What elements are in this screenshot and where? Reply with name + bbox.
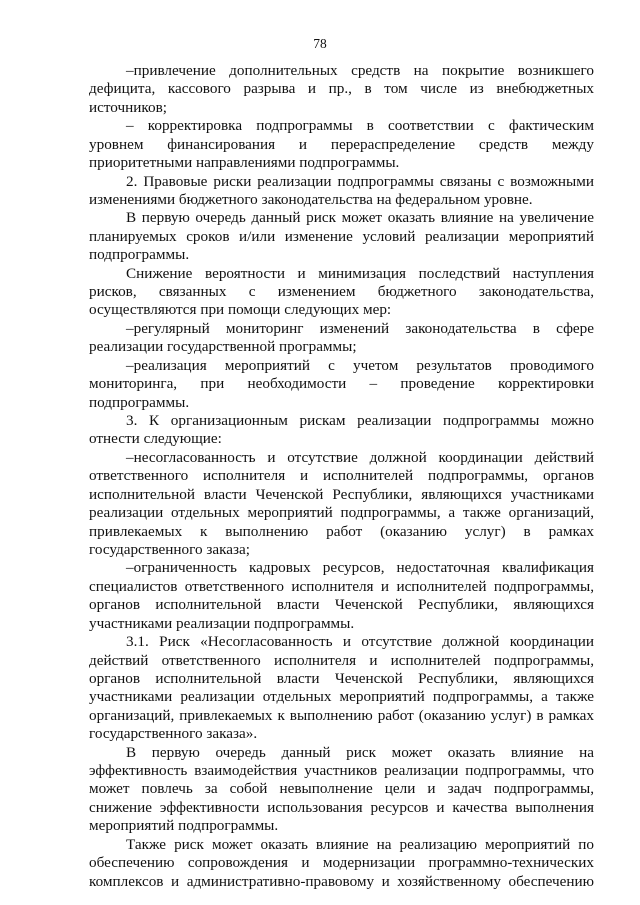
text-line: ответственного исполнителя и исполнителей подпрограммы, органов (89, 467, 594, 485)
text-line: привлекаемых к выполнению работ (оказанию услуг) в рамках (89, 522, 594, 540)
text-line: – корректировка подпрограммы в соответствии с фактическим (126, 117, 594, 135)
text-line: планируемых сроков и/или изменение условий реализации мероприятий (89, 227, 594, 245)
text-line: –ограниченность кадровых ресурсов, недостаточная квалификация (126, 559, 594, 577)
text-line: рисков, связанных с изменением бюджетного законодательства, (89, 283, 594, 301)
text-line: может повлечь за собой невыполнение цели и задач подпрограммы, (89, 780, 594, 798)
text-line: 3.1. Риск «Несогласованность и отсутствие должной координации (126, 633, 594, 651)
text-line: организаций, привлекаемых к выполнению работ (оказанию услуг) в рамках (89, 706, 594, 724)
text-line: исполнительной власти Чеченской Республики, являющихся участниками (89, 485, 594, 503)
text-line: –регулярный мониторинг изменений законодательства в сфере (126, 319, 594, 337)
text-line: –несогласованность и отсутствие должной координации действий (126, 448, 594, 466)
text-line: эффективность взаимодействия участников реализации подпрограммы, что (89, 762, 594, 780)
text-line: комплексов и административно-правовому и хозяйственному обеспечению (89, 872, 594, 890)
text-line: органов исполнительной власти Чеченской Республики, являющихся (89, 596, 594, 614)
text-line: 3. К организационным рискам реализации подпрограммы можно (126, 412, 594, 430)
text-line: специалистов ответственного исполнителя и исполнителей подпрограммы, (89, 577, 594, 595)
text-line: реализации государственной программы; (89, 338, 357, 356)
text-line: Снижение вероятности и минимизация последствий наступления (126, 264, 594, 282)
text-line: дефицита, кассового разрыва и пр., в том числе из внебюджетных (89, 80, 594, 98)
text-line: реализации отдельных мероприятий подпрограммы, а также организаций, (89, 504, 594, 522)
text-line: действий ответственного исполнителя и исполнителей подпрограммы, (89, 651, 594, 669)
text-line: В первую очередь данный риск может оказать влияние на увеличение (126, 209, 594, 227)
text-line: отнести следующие: (89, 430, 222, 448)
text-line: осуществляются при помощи следующих мер: (89, 301, 392, 319)
text-line: снижение эффективности использования ресурсов и качества выполнения (89, 798, 594, 816)
text-line: приоритетными направлениями подпрограммы. (89, 154, 400, 172)
text-line: 2. Правовые риски реализации подпрограммы связаны с возможными (126, 172, 594, 190)
text-line: –привлечение дополнительных средств на покрытие возникшего (126, 62, 594, 79)
text-line: источников; (89, 98, 167, 116)
text-line: изменениями бюджетного законодательства на федеральном уровне. (89, 190, 533, 208)
text-line: государственного заказа; (89, 540, 250, 558)
text-line: участниками реализации отдельных мероприятий подпрограммы, а также (89, 688, 594, 706)
text-line: Также риск может оказать влияние на реализацию мероприятий по (126, 835, 594, 853)
page-number: 78 (313, 36, 327, 51)
text-line: подпрограммы. (89, 393, 190, 411)
text-line: –реализация мероприятий с учетом результатов проводимого (126, 356, 594, 374)
text-line: В первую очередь данный риск может оказать влияние на (126, 743, 594, 761)
text-line: органов исполнительной власти Чеченской Республики, являющихся (89, 669, 594, 687)
text-line: мониторинга, при необходимости – проведение корректировки (89, 375, 594, 393)
text-line: государственного заказа». (89, 725, 258, 743)
document-body (89, 62, 594, 891)
text-line: уровнем финансирования и перераспределение средств между (89, 135, 594, 153)
text-line: участниками реализации подпрограммы. (89, 614, 355, 632)
text-line: обеспечению сопровождения и модернизации программно-технических (89, 854, 594, 872)
text-line: мероприятий подпрограммы. (89, 817, 279, 835)
text-line: подпрограммы. (89, 246, 190, 264)
